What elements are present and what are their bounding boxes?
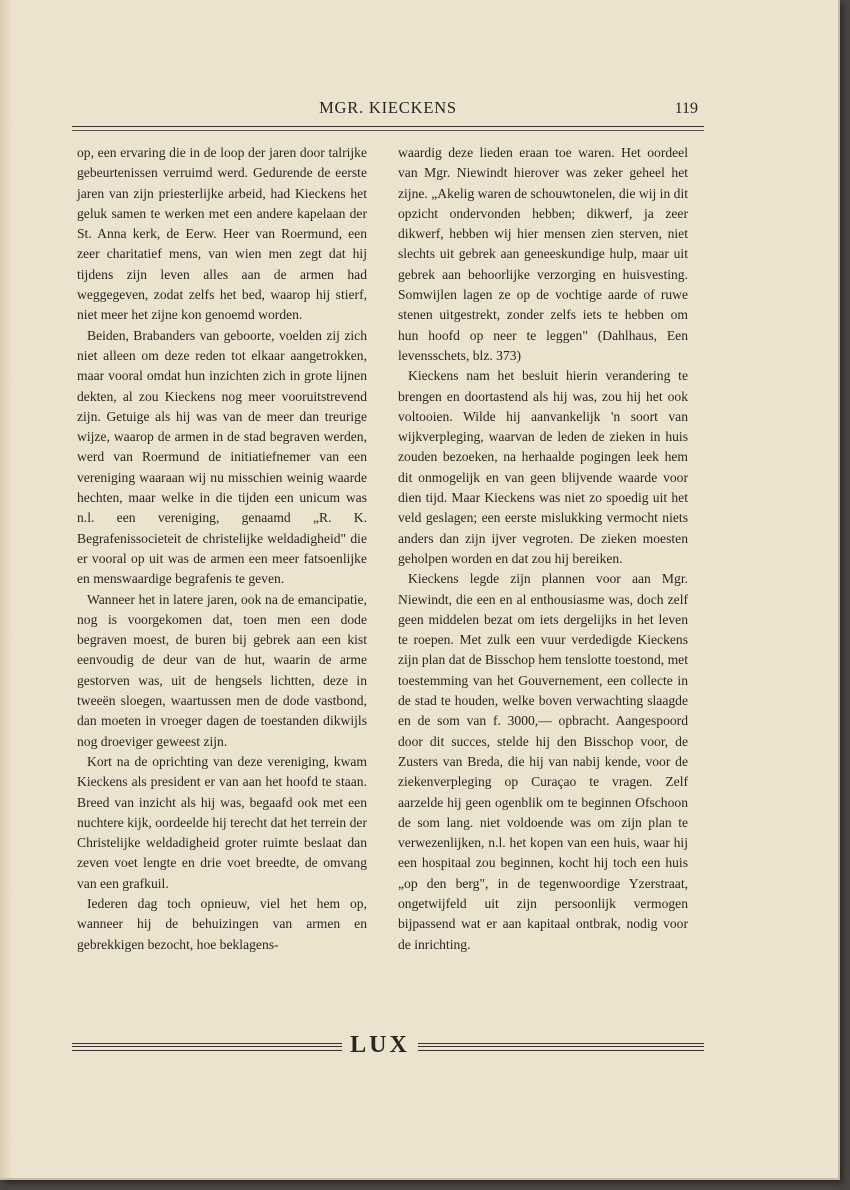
running-title: MGR. KIECKENS: [319, 98, 457, 117]
right-paragraph-1: waardig deze lieden eraan toe waren. Het oordeel van Mgr. Niewindt hierover was zeker geheel het zijne. „Akelig waren de schouwtonelen, die wij in dit opzicht ondervonden hebben; dikwerf, ja zeer dikwerf, hebben wij hier mensen zien sterven, niet slechts uit gebrek aan geneeskundige hulp, maar uit gebrek aan behoorlijke verzorging en huisvesting. Somwijlen lagen ze op de vochtige aarde of ruwe stenen uitgestrekt, zonder zelfs iets te hebben om hun hoofd op neer te leggen" (Dahlhaus, Een levensschets, blz. 373): [398, 145, 688, 363]
footer-ornament: [72, 1032, 704, 1062]
footer-rule-left: [72, 1043, 342, 1051]
right-paragraph-2: Kieckens nam het besluit hierin verandering te brengen en doortastend als hij was, zou hij het ook voltooien. Wilde hij aanvankelijk 'n soort van wijkverpleging, waarvan de leden de zieken in huis zouden bezoeken, na herhaalde pogingen leek hem dit onmogelijk en van geen blijvende waarde voor dien tijd. Maar Kieckens was niet zo spoedig uit het veld geslagen; een eerste mislukking vermocht niets anders dan zijn ijver vegroten. De zieken moesten geholpen worden en dat zou hij bereiken.: [398, 368, 688, 566]
header-rule-thin: [72, 130, 704, 131]
left-paragraph-5: Iederen dag toch opnieuw, viel het hem op, wanneer hij de behuizingen van armen en gebrekkigen bezocht, hoe beklagens-: [77, 895, 367, 952]
footer-rule-right: [418, 1043, 704, 1051]
left-column: [77, 143, 367, 955]
footer-lux-mark: LUX: [350, 1032, 410, 1058]
page-header: [72, 98, 704, 126]
page-number: 119: [674, 100, 698, 117]
left-paragraph-2: Beiden, Brabanders van geboorte, voelden zij zich niet alleen om deze reden tot elkaar aangetrokken, maar vooral omdat hun inzichten zich in grote lijnen dekten, al zou Kieckens nog meer vooruitstrevend zijn. Getuige als hij was van de meer dan treurige wijze, waarop de armen in de stad begraven werden, werd van Roermund de initiatiefnemer van een vereniging waaraan wij nu misschien weinig waarde hechten, maar welke in die tijden een unicum was n.l. een vereniging, genaamd „R. K. Begrafenissocieteit de christelijke weldadigheid" die er vooral op uit was de armen een meer fatsoenlijke en menswaardige begrafenis te geven.: [77, 327, 367, 587]
right-paragraph-3: Kieckens legde zijn plannen voor aan Mgr. Niewindt, die een en al enthousiasme was, doch zelf geen middelen bezat om iets dergelijks in het leven te roepen. Met zulk een vuur verdedigde Kieckens zijn plan dat de Bisschop hem tenslotte toestond, met toestemming van het Gouvernement, een collecte in de stad te houden, welke boven verwachting slaagde en de som van f. 3000,— opbracht. Aangespoord door dit succes, stelde hij den Bisschop voor, de Zusters van Breda, die hij van nabij kende, voor de ziekenverpleging op Curaçao te vragen. Zelf aarzelde hij geen ogenblik om te beginnen Ofschoon de som lang. niet voldoende was om zijn plan te verwezenlijken, n.l. het kopen van een huis, waar hij een hospitaal zou beginnen, kocht hij toch een huis „op den berg", in de tegenwoordige Yzerstraat, ongetwijfeld uit zijn persoonlijk vermogen bijpassend wat er aan kapitaal ontbrak, nodig voor de inrichting.: [398, 571, 688, 952]
left-paragraph-3: Wanneer het in latere jaren, ook na de emancipatie, nog is voorgekomen dat, toen men een dode begraven moest, de buren bij gebrek aan een kist eenvoudig de deur van de hut, waarin de arme gestorven was, uit de hengsels lichtten, deze in tweeën sloegen, waartussen men de dode vastbond, dan moeten in vroeger dagen de toestanden dikwijls nog droeviger geweest zijn.: [77, 591, 367, 749]
header-rule: [72, 126, 704, 127]
right-column: [398, 143, 688, 955]
left-paragraph-1: op, een ervaring die in de loop der jaren door talrijke gebeurtenissen verruimd werd. Gedurende de eerste jaren van zijn priesterlijke arbeid, had Kieckens het geluk samen te werken met een andere kapelaan der St. Anna kerk, de Eerw. Heer van Roermund, een zeer charitatief mens, van wien men zegt dat hij tijdens zijn leven alles aan de armen had weggegeven, zodat zelfs het bed, waarop hij stierf, niet meer het zijne kon genoemd worden.: [77, 145, 367, 323]
left-paragraph-4: Kort na de oprichting van deze vereniging, kwam Kieckens als president er van aan het hoofd te staan. Breed van inzicht als hij was, begaafd ook met een nuchtere kijk, oordeelde hij terecht dat het terrein der Christelijke weldadigheid groter ruimte beslaat dan zeven voet lengte en drie voet breedte, de omvang van een grafkuil.: [77, 753, 367, 891]
